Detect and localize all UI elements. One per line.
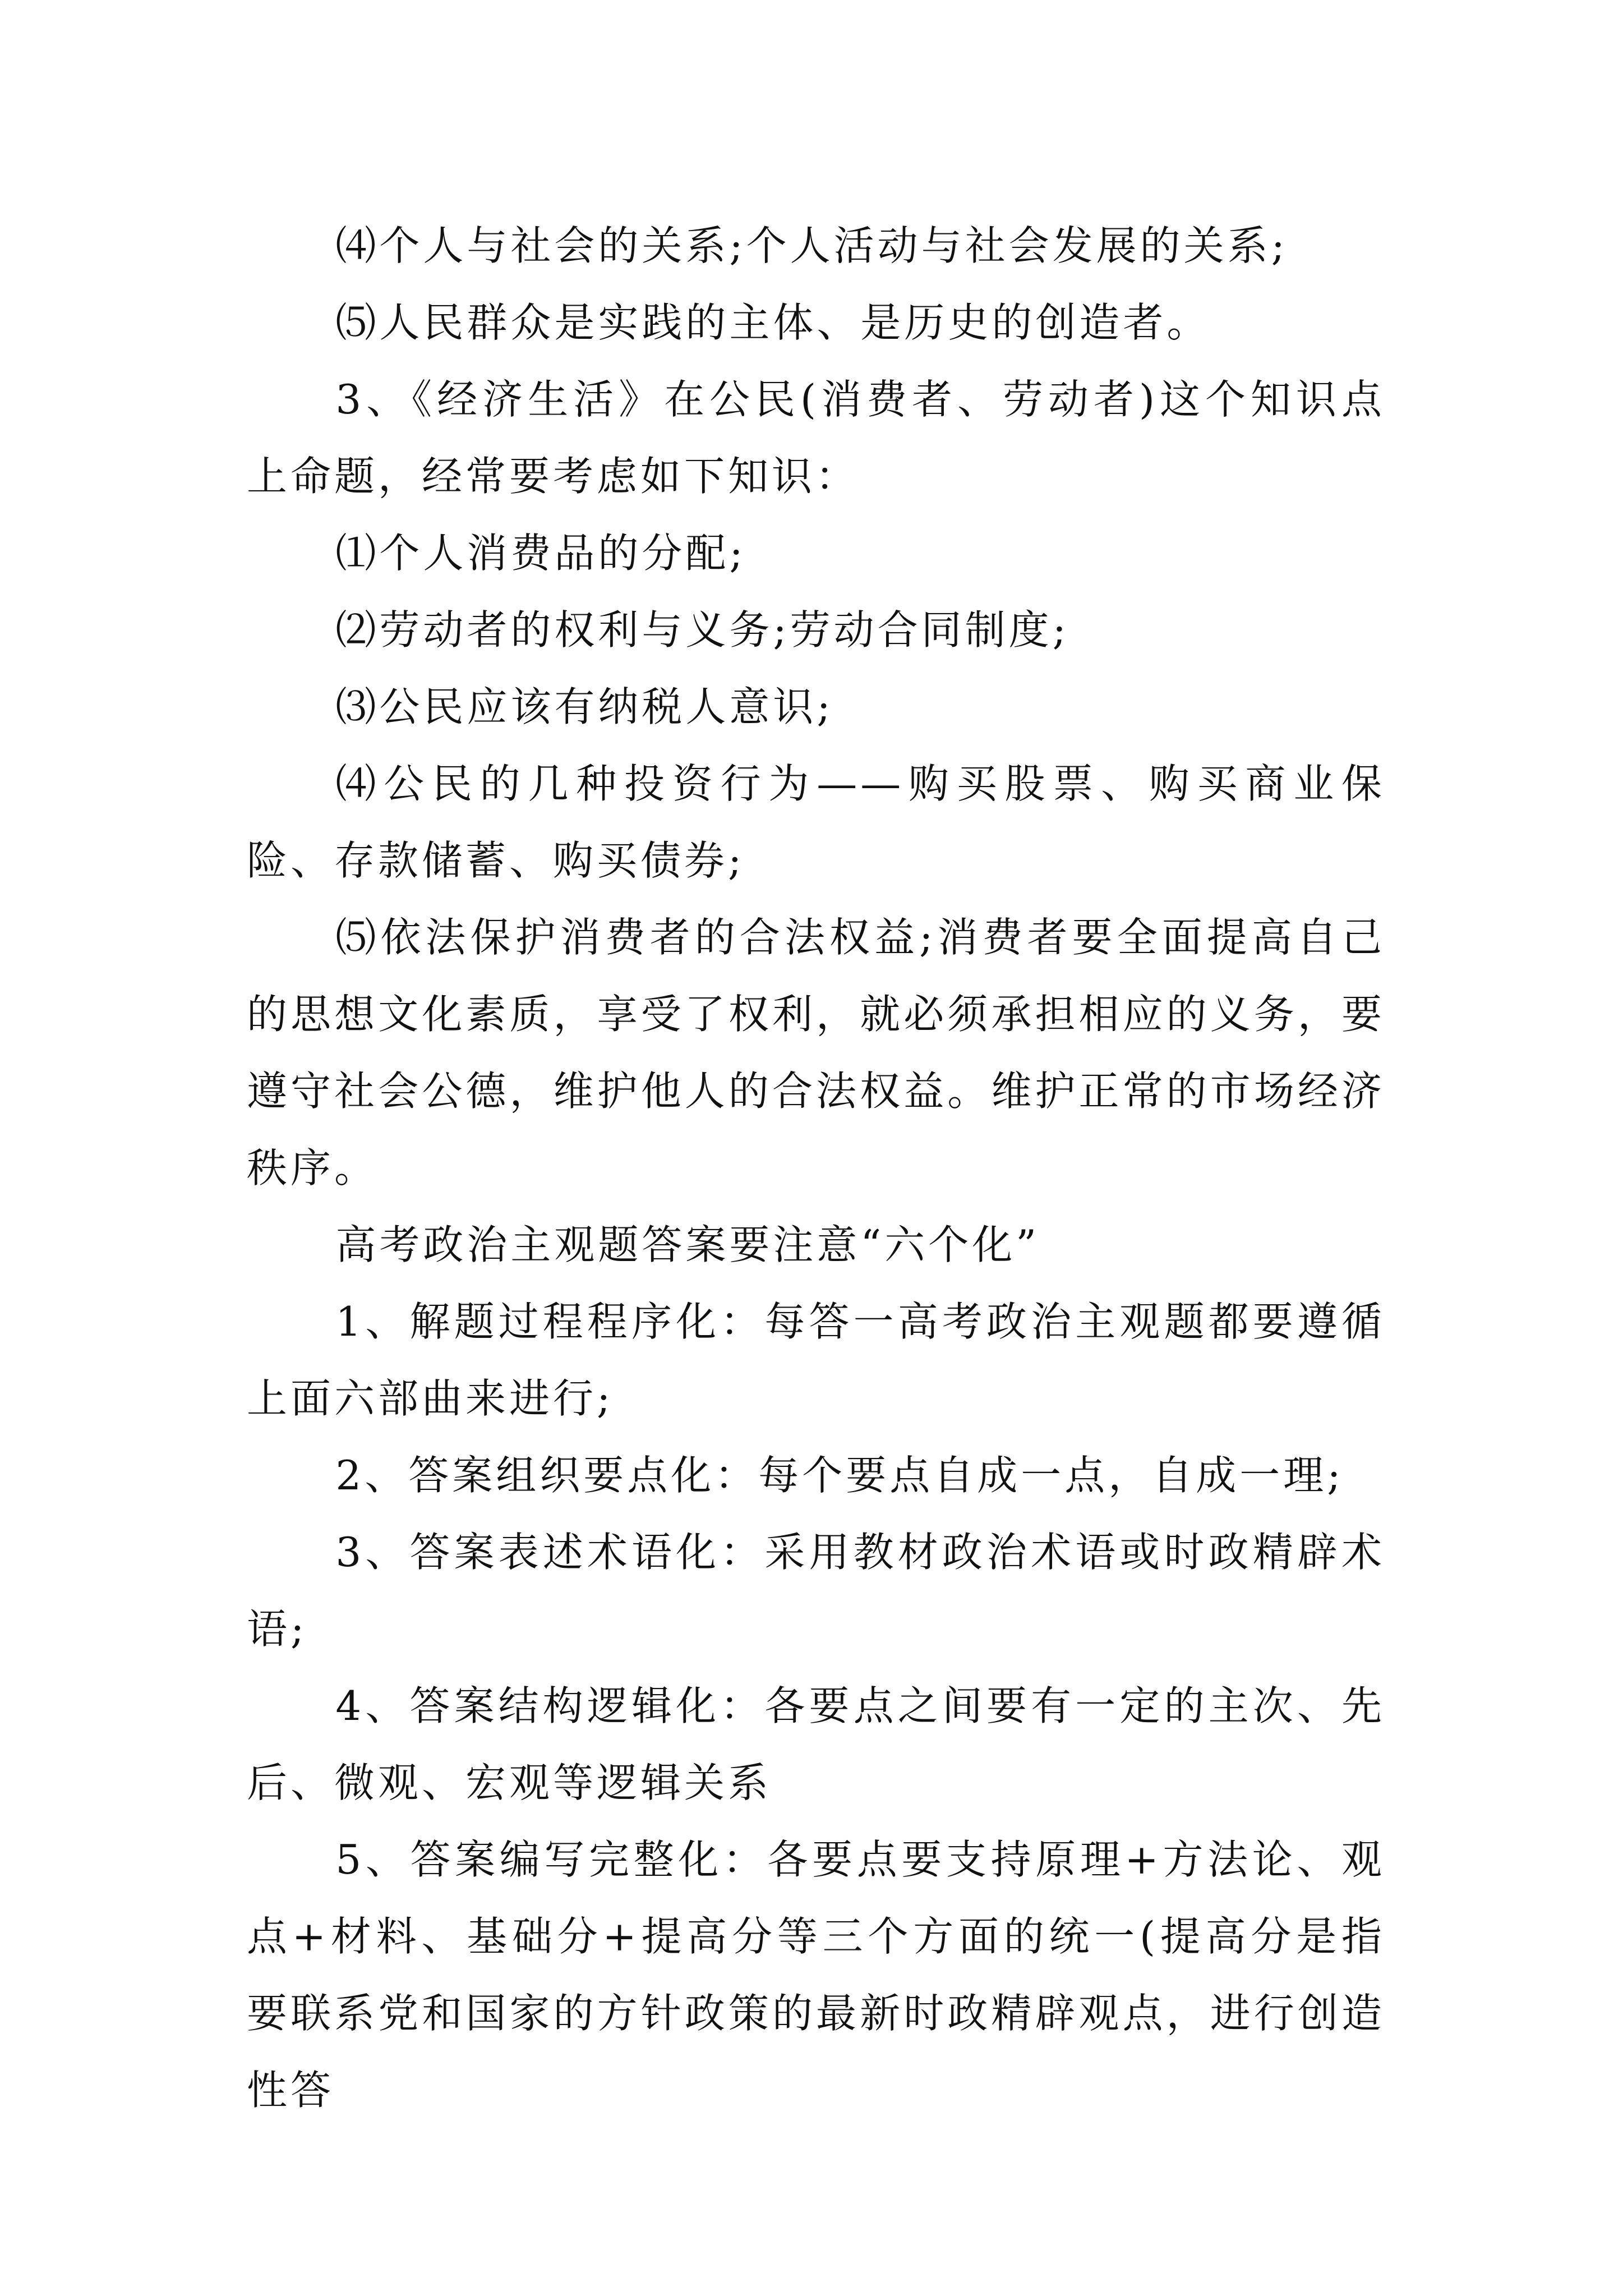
paragraph: ⑵劳动者的权利与义务;劳动合同制度;: [335, 606, 1069, 654]
paragraph: ⑷公民的几种投资行为——购买股票、购买商业保险、存款储蓄、购买债券;: [247, 760, 1385, 884]
section-heading: 高考政治主观题答案要注意“六个化”: [335, 1221, 1040, 1268]
paragraph: 5、答案编写完整化：各要点要支持原理+方法论、观点+材料、基础分+提高分等三个方面的统一(提高分是指要联系党和国家的方针政策的最新时政精辟观点，进行创造性答: [247, 1836, 1385, 2114]
paragraph: 3、答案表述术语化：采用教材政治术语或时政精辟术语;: [247, 1529, 1385, 1653]
paragraph: 4、答案结构逻辑化：各要点之间要有一定的主次、先后、微观、宏观等逻辑关系: [247, 1682, 1385, 1806]
body-text: [247, 208, 1385, 2129]
paragraph: ⑸依法保护消费者的合法权益;消费者要全面提高自己的思想文化素质，享受了权利，就必须承担相应的义务，要遵守社会公德，维护他人的合法权益。维护正常的市场经济秩序。: [247, 914, 1385, 1191]
paragraph: ⑸人民群众是实践的主体、是历史的创造者。: [335, 299, 1211, 346]
paragraph: 3、《经济生活》在公民(消费者、劳动者)这个知识点上命题，经常要考虑如下知识：: [247, 376, 1385, 500]
paragraph: ⑴个人消费品的分配;: [335, 530, 746, 577]
paragraph: 2、答案组织要点化：每个要点自成一点，自成一理;: [335, 1452, 1344, 1499]
paragraph: ⑶公民应该有纳税人意识;: [335, 683, 834, 730]
paragraph: 1、解题过程程序化：每答一高考政治主观题都要遵循上面六部曲来进行;: [247, 1298, 1385, 1422]
paragraph: ⑷个人与社会的关系;个人活动与社会发展的关系;: [335, 222, 1288, 269]
